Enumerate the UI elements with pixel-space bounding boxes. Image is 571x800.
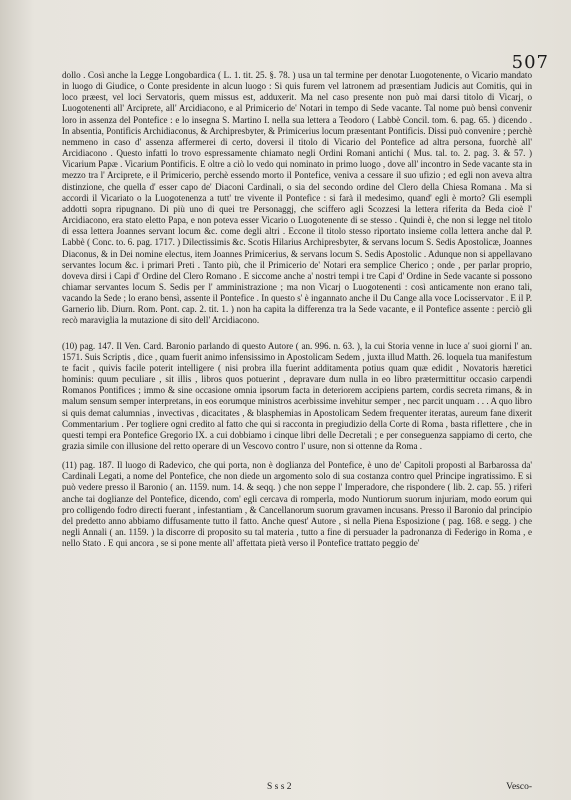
- page-number: 507: [511, 52, 549, 73]
- paragraph-continuation: dollo . Così anche la Legge Longobardica ( L. 1. tit. 25. §. 78. ) usa un tal termine per denotar Luogotenente, o Vicario mandato in luogo di Giudice, o Conte presidente in alcun luogo : Si quis furem vel latronem ad præsentiam Judicis aut Comitis, qui in loco præest, vel loci Servatoris, quem missus est, adduxerit. Ma nel caso presente non può mai darsi titolo di Vicarj, o Luogotenenti all' Arciprete, all' Arcidiacono, e al Primicerio de' Notari in tempo di Sede vacante. Tal nome può bensì convenir loro in assenza del Pontefice : e lo insegna S. Martino I. nella sua lettera a Teodoro ( Labbè Concil. tom. 6. pag. 65. ) dicendo . In absentia, Pontificis Archidiaconus, & Archipresbyter, & Primicerius locum præsentant Pontificis. Dissi può convenire ; perchè nemmeno in caso d' assenza affermerei di certo, doversi il titolo di Vicario del Pontefice ad altra persona, fuorchè all' Arcidiacono . Questo infatti lo trovo espressamente chiamato negli Ordini Romani antichi ( Mus. tal. to. 2. pag. 3. & 57. ) Vicarium Papæ . Vicarium Pontificis. E oltre a ciò lo vedo qui nominato in primo luogo , dove all' incontro in Sede vacante sta in mezzo tra l' Arciprete, e il Primicerio, perchè essendo morto il Pontefice, veniva a cessare il suo ufizio ; ed egli non aveva altra distinzione, che quella d' esser capo de' Diaconi Cardinali, o sia del secondo ordine del Clero della Chiesa Romana . Ma si accordi il Vicariato o la Luogotenenza a tutt' tre vivente il Pontefice : si farà il medesimo, quand' egli è morto? Gli esempli addotti sopra ripugnano. Di più uno di quei tre Personaggj, che sciffero agli Scozzesi la lettera riferita da Beda cioè l' Arcidiacono, era stato eletto Papa, e non poteva esser Vicario o Luogotenente di se stesso . Quindi è, che non si legge nel titolo di essa lettera Joannes servant locum &c. come degli altri . Eccone il titolo stesso riportato insieme colla lettera anche dal P. Labbè ( Conc. to. 6. pag. 1717. ) Dilectissimis &c. Scotis Hilarius Archipresbyter, & servans locum S. Sedis Apostolicæ, Joannes Diaconus, & in Dei nomine electus, item Joannes Primicerius, & servans locum S. Sedis Apostolic . Adunque non si appellavano servantes locum &c. i primari Preti . Tanto più, che il Primicerio de' Notari era semplice Cherico ; onde , per parlar proprio, doveva dirsi i Capi d' Ordine del Clero Romano . E siccome anche a' nostri tempi i tre Capi d' Ordine in Sede vacante si possono chiamar servantes locum S. Sedis per l' amministrazione ; ma non Vicarj o Luogotenenti : così anticamente non erano tali, vacando la Sede ; lo erano bensì, assente il Pontefice . In questo s' è ingannato anche il Du Cange alla voce Locisservator . E il P. Garnerio lib. Diurn. Rom. Pont. cap. 2. tit. 1. ) non ha capita la differenza tra la Sede vacante, e il Pontefice assente : perciò gli recò maraviglia la mutazione di sito dell' Arcidiacono.: [62, 70, 532, 326]
- catchword: Vesco-: [506, 782, 532, 792]
- body-text: [62, 70, 532, 557]
- footnote-11: (11) pag. 187. Il luogo di Radevico, che qui porta, non è doglianza del Pontefice, è uno de' Capitoli proposti al Barbarossa da' Cardinali Legati, a nome del Pontefice, che non diede un argomento solo di sua costanza contro quel Principe ingratissimo. E si può vedere presso il Baronio ( an. 1159. num. 14. & seqq. ) che non seppe l' Imperadore, che rispondere ( lib. 2. cap. 55. ) riferì anche tai doglianze del Pontefice, dicendo, com' egli cercava di romperla, modo Nuntiorum suorum injuriam, modo eorum qui pro colligendo fodro directi fuerant , infestantiam , & Cancellanorum suorum gravamen incusans. Presso il Baronio dal principio del predetto anno abbiamo diffusamente tutto il fatto. Anche quest' Autore , si nella Piena Esposizione ( pag. 168. e segg. ) che negli Annali ( an. 1159. ) la discorre di proposito su tal materia , tutto a fine di persuader la padronanza di Federigo in Roma , e nello Stato . E qui ancora , se si pone mente all' affettata pietà verso il Pontefice trattato peggio de': [62, 460, 532, 549]
- page-footer: [62, 782, 532, 794]
- footnote-10: (10) pag. 147. Il Ven. Card. Baronio parlando di questo Autore ( an. 996. n. 63. ), la cui Storia venne in luce a' suoi giorni l' an. 1571. Suis Scriptis , dice , quam fuerit animo infensissimo in Apostolicam Sedem , juxta illud Matth. 26. loquela tua manifestum te facit , quivis facile poterit intelligere ( nisi probra illa fuerint additamenta potius quam quæ edidit , Novatoris hæretici hominis: quum peculiare , sit illis , libros quos potuerint , depravare dum nulla in eo libro prætermittitur occasio carpendi Romanos Pontifices ; immo & sine occasione omnia ipsorum facta in deteriorem accipiens partem, cordis secreta rimans, & in malum sensum semper interpretans, in eos eorumque ministros acerbissime invehitur semper , nec parcit unquam . . . A quo libro si quis demat calumnias , invectivas , dicacitates , & blasphemias in Apostolicam Sedem frequenter iteratas, aureum fane dixerit Commentarium . Per togliere ogni credito al fatto che qui si racconta in pregiudizio della Corte di Roma , basta riflettere , che in questi tempi era Pontefice Gregorio IX. a cui dobbiamo i cinque libri delle Decretali ; e per conseguenza sappiamo di certo, che grazia simile con illusione del retto operare di un Vescovo contro l' usure, non si ottenne da Roma .: [62, 340, 532, 451]
- signature-mark: S s s 2: [267, 782, 292, 792]
